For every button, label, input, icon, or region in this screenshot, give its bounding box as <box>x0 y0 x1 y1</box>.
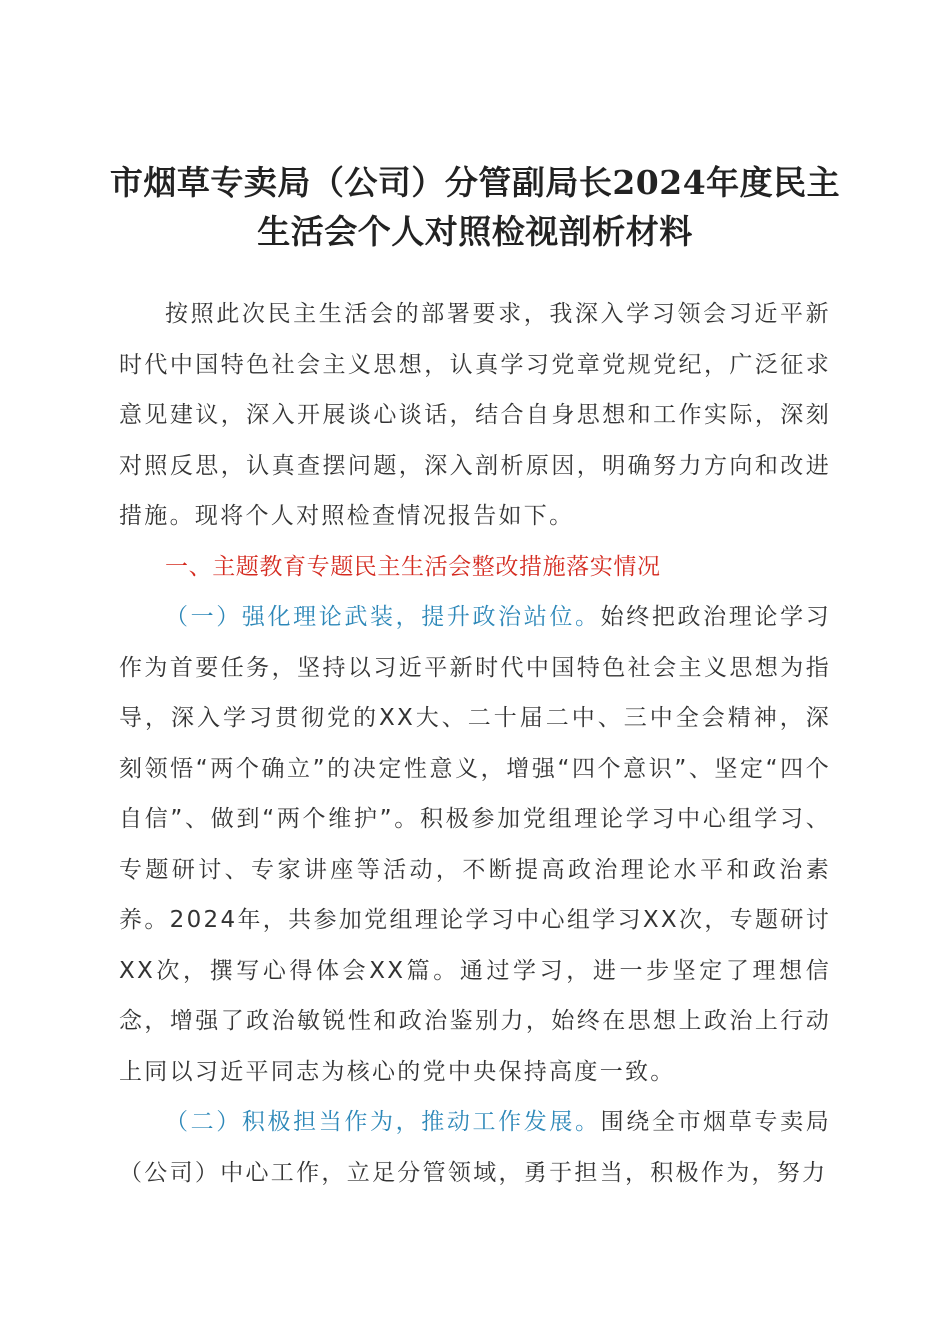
section-heading-1: 一、主题教育专题民主生活会整改措施落实情况 <box>165 553 661 580</box>
item-text-1: 始终把政治理论学习作为首要任务，坚持以习近平新时代中国特色社会主义思想为指导，深入学习贯彻党的XX大、二十届二中、三中全会精神，深刻领悟“两个确立”的决定性意义，增强“四个意识”、坚定“四个自信”、做到“两个维护”。积极参加党组理论学习中心组学习、专题研讨、专家讲座等活动，不断提高政治理论水平和政治素养。2024年，共参加党组理论学习中心组学习XX次，专题研讨XX次，撰写心得体会XX篇。通过学习，进一步坚定了理想信念，增强了政治敏锐性和政治鉴别力，始终在思想上政治上行动上同以习近平同志为核心的党中央保持高度一致。 <box>119 604 831 1085</box>
item-paragraph-1 <box>119 592 831 1097</box>
item-text-2: 围绕全市烟草专卖局（公司）中心工作，立足分管领域，勇于担当，积极作为，努力 <box>119 1109 831 1186</box>
item-heading-1: （一）强化理论武装，提升政治站位。 <box>165 604 601 630</box>
document-body <box>119 289 831 1198</box>
item-heading-2: （二）积极担当作为，推动工作发展。 <box>165 1109 601 1135</box>
document-title: 市烟草专卖局（公司）分管副局长2024年度民主生活会个人对照检视剖析材料 <box>109 163 841 251</box>
item-paragraph-2 <box>119 1097 831 1198</box>
intro-paragraph: 按照此次民主生活会的部署要求，我深入学习领会习近平新时代中国特色社会主义思想，认真学习党章党规党纪，广泛征求意见建议，深入开展谈心谈话，结合自身思想和工作实际，深刻对照反思，认真查摆问题，深入剖析原因，明确努力方向和改进措施。现将个人对照检查情况报告如下。 <box>119 301 831 529</box>
